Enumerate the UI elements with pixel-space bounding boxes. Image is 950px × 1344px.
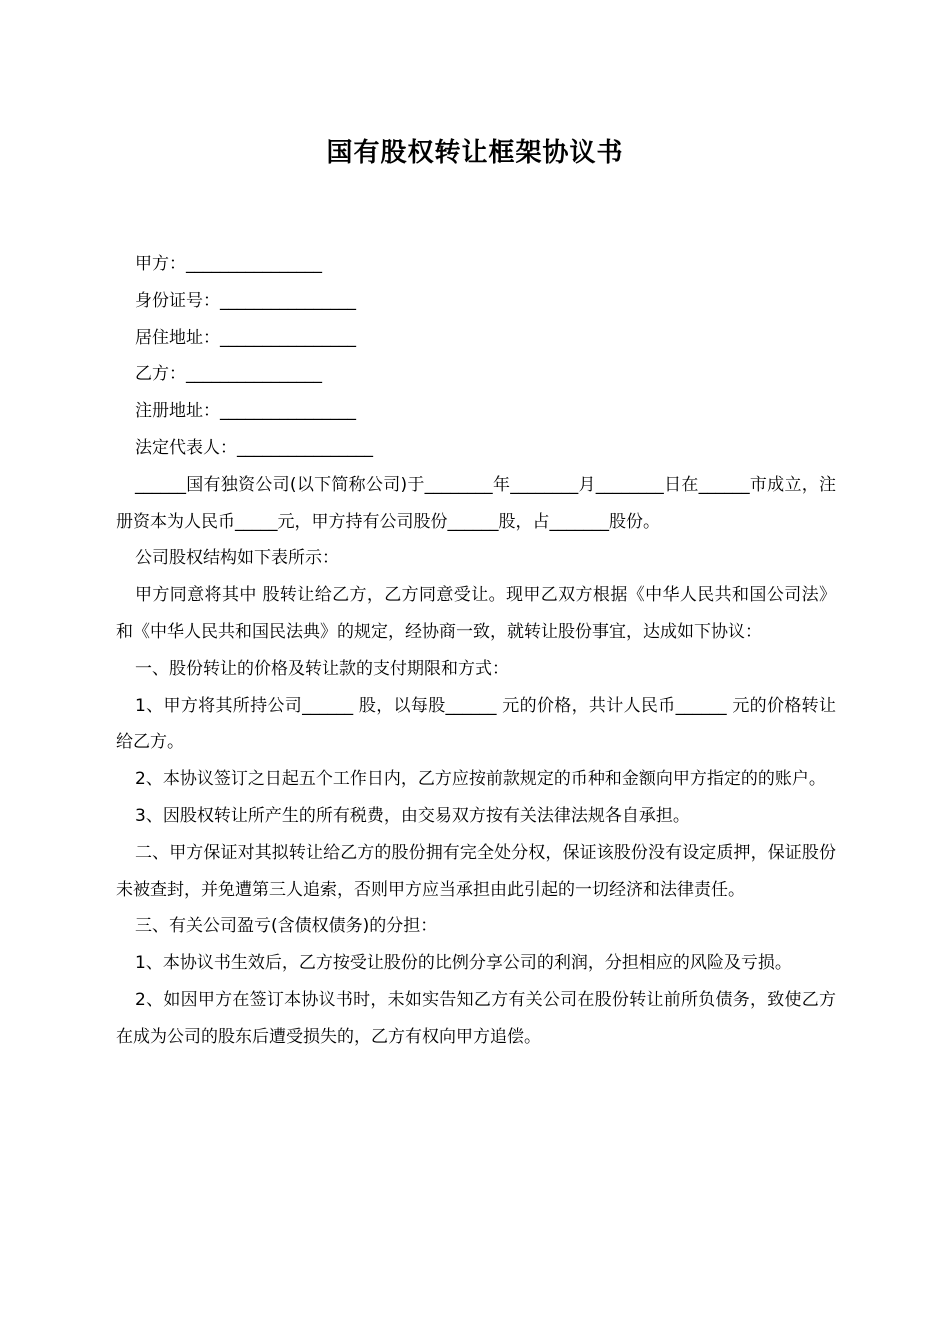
clause-3-2: 2、如因甲方在签订本协议书时，未如实告知乙方有关公司在股份转让前所负债务，致使乙方在成为公司的股东后遭受损失的，乙方有权向甲方追偿。 bbox=[116, 989, 836, 1047]
section-2-guarantee: 二、甲方保证对其拟转让给乙方的股份拥有完全处分权，保证该股份没有设定质押，保证股份未被查封，并免遭第三人追索，否则甲方应当承担由此引起的一切经济和法律责任。 bbox=[116, 842, 836, 900]
clause-3-1: 1、本协议书生效后，乙方按受让股份的比例分享公司的利润，分担相应的风险及亏损。 bbox=[135, 953, 792, 974]
paragraph-company-intro: ______国有独资公司(以下简称公司)于________年________月________日在______市成立，注册资本为人民币_____元，甲方持有公司股份______股，占_______股份。 bbox=[116, 474, 836, 532]
clause-1-2: 2、本协议签订之日起五个工作日内，乙方应按前款规定的币种和金额向甲方指定的的账户。 bbox=[135, 769, 826, 790]
document-title: 国有股权转让框架协议书 bbox=[326, 138, 624, 168]
section-heading-price-payment: 一、股份转让的价格及转让款的支付期限和方式： bbox=[135, 658, 509, 679]
field-legal-representative: 法定代表人：________________ bbox=[135, 437, 373, 458]
paragraph-equity-structure: 公司股权结构如下表所示： bbox=[135, 548, 339, 569]
field-id-number: 身份证号：________________ bbox=[135, 290, 356, 311]
section-heading-profit-loss: 三、有关公司盈亏(含债权债务)的分担： bbox=[135, 916, 438, 937]
paragraph-agreement-basis: 甲方同意将其中 股转让给乙方，乙方同意受让。现甲乙双方根据《中华人民共和国公司法》和《中华人民共和国民法典》的规定，经协商一致，就转让股份事宜，达成如下协议： bbox=[116, 585, 836, 642]
field-party-a: 甲方：________________ bbox=[135, 254, 322, 274]
document-body bbox=[116, 246, 836, 1056]
field-party-b: 乙方：________________ bbox=[135, 364, 322, 385]
clause-1-3: 3、因股权转让所产生的所有税费，由交易双方按有关法律法规各自承担。 bbox=[135, 805, 690, 826]
field-residence-address: 居住地址：________________ bbox=[135, 327, 356, 348]
clause-1-1: 1、甲方将其所持公司______ 股，以每股______ 元的价格，共计人民币______ 元的价格转让给乙方。 bbox=[116, 695, 836, 753]
field-registered-address: 注册地址：________________ bbox=[135, 401, 356, 422]
